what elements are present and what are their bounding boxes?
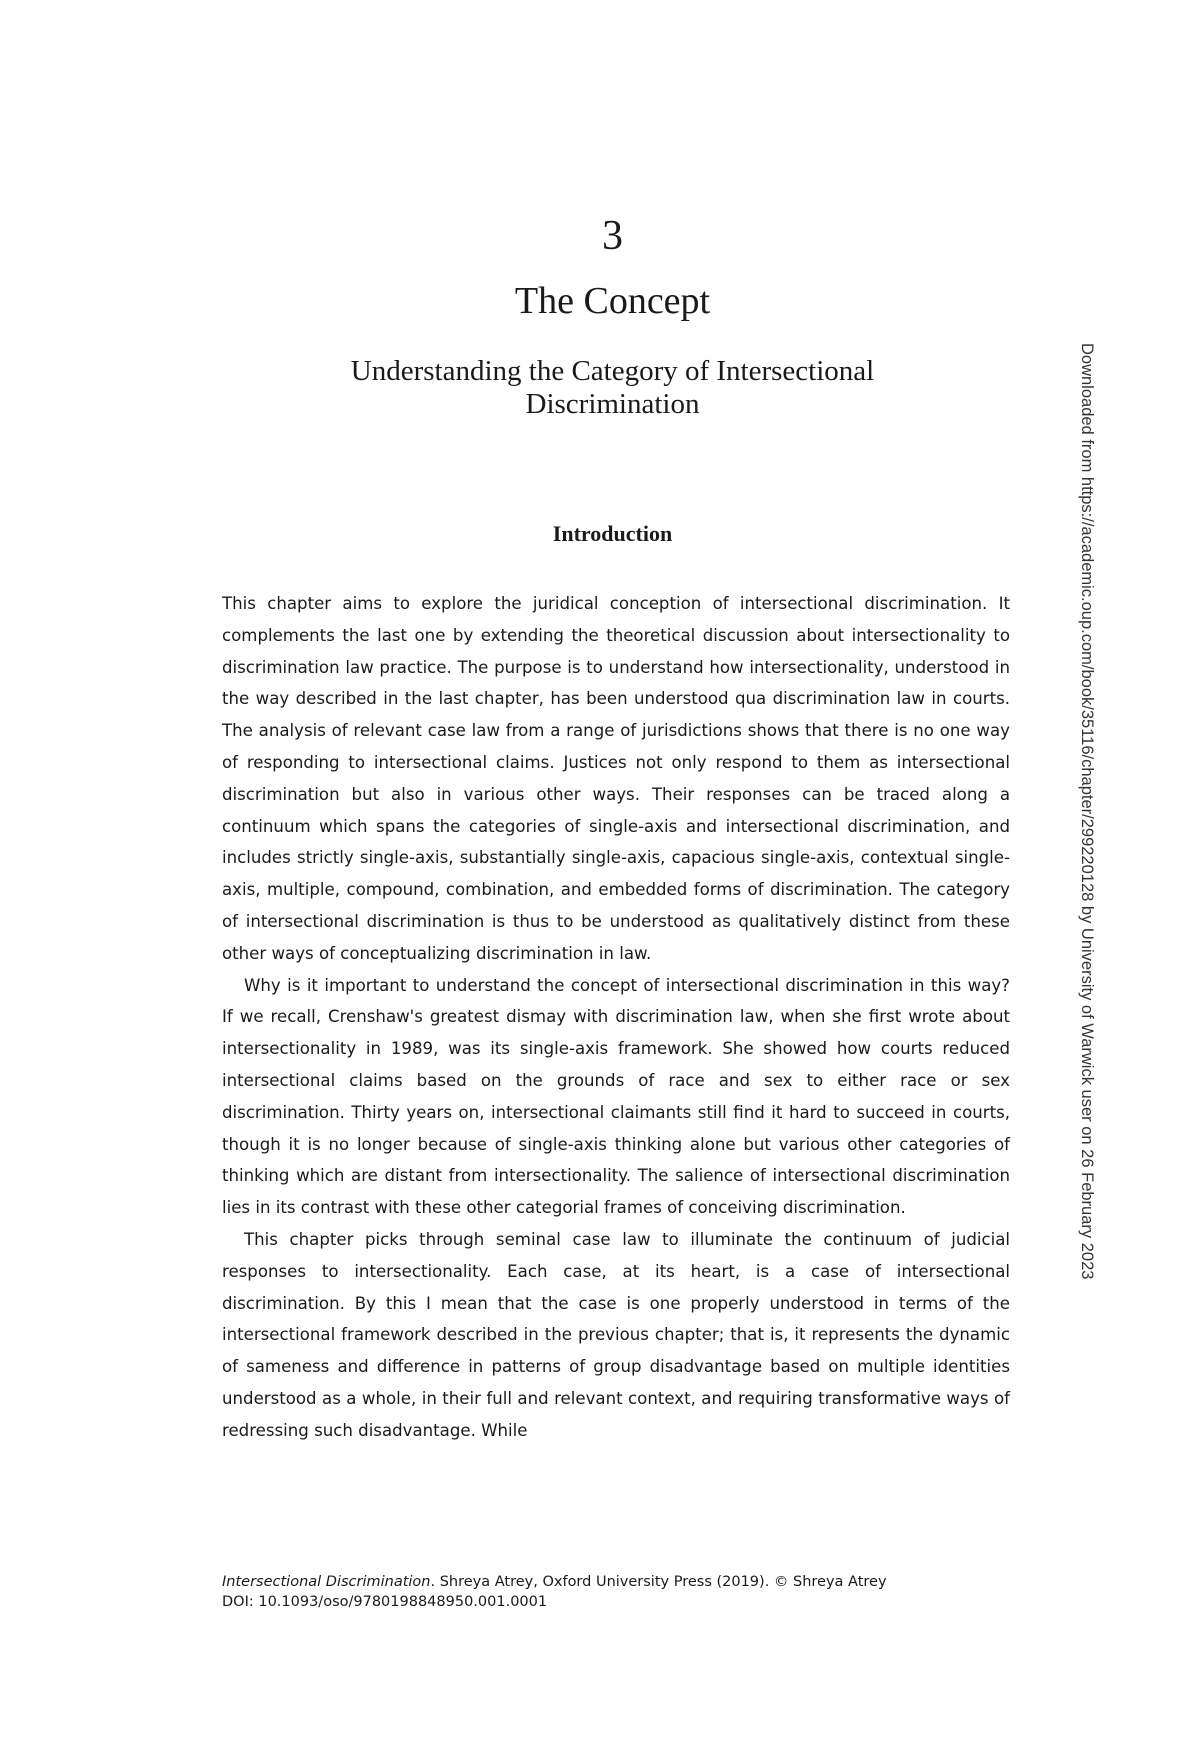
footer-book-title: Intersectional Discrimination	[222, 1574, 431, 1590]
paragraph-2: Why is it important to understand the concept of intersectional discrimination in this way? If we recall, Crenshaw's greatest dismay with discrimination law, when she first wrote about intersectionality in 1989, was its single-axis framework. She showed how courts reduced intersectional claims based on the grounds of race and sex to either race or sex discrimination. Thirty years on, intersectional claimants still find it hard to succeed in courts, though it is no longer because of single-axis thinking alone but various other categories of thinking which are distant from intersectionality. The salience of intersectional discrimination lies in its contrast with these other categorial frames of conceiving discrimination.	[222, 975, 1010, 1218]
chapter-number: 3	[602, 213, 623, 259]
footer-doi: DOI: 10.1093/oso/9780198848950.001.0001	[222, 1594, 548, 1610]
paragraph-3: This chapter picks through seminal case law to illuminate the continuum of judicial responses to intersectionality. Each case, at its heart, is a case of intersectional discrimination. By this I mean that the case is one properly understood in terms of the intersectional framework described in the previous chapter; that is, it represents the dynamic of sameness and difference in patterns of group disadvantage based on multiple identities understood as a whole, in their full and relevant context, and requiring transformative ways of redressing such disadvantage. While	[222, 1229, 1010, 1440]
page-footer	[222, 1572, 1010, 1612]
download-watermark-text: Downloaded from https://academic.oup.com/book/35116/chapter/299220128 by University of Warwick user on 26 February 2023	[1078, 343, 1096, 1280]
chapter-title: The Concept	[514, 280, 711, 322]
paragraph-1: This chapter aims to explore the juridical conception of intersectional discrimination. It complements the last one by extending the theoretical discussion about intersectionality to discrimination law practice. The purpose is to understand how intersectionality, understood in the way described in the last chapter, has been understood qua discrimination law in courts. The analysis of relevant case law from a range of jurisdictions shows that there is no one way of responding to intersectional claims. Justices not only respond to them as intersectional discrimination but also in various other ways. Their responses can be traced along a continuum which spans the categories of single-axis and intersectional discrimination, and includes strictly single-axis, substantially single-axis, capacious single-axis, contextual single-axis, multiple, compound, combination, and embedded forms of discrimination. The category of intersectional discrimination is thus to be understood as qualitatively distinct from these other ways of conceptualizing discrimination in law.	[222, 594, 1010, 963]
body-text	[222, 588, 1010, 1447]
footer-citation: . Shreya Atrey, Oxford University Press (2019). © Shreya Atrey	[430, 1574, 887, 1590]
chapter-subtitle: Understanding the Category of Intersectional Discrimination	[350, 355, 875, 420]
section-heading: Introduction	[552, 521, 673, 546]
footer-citation-line	[222, 1572, 1010, 1592]
